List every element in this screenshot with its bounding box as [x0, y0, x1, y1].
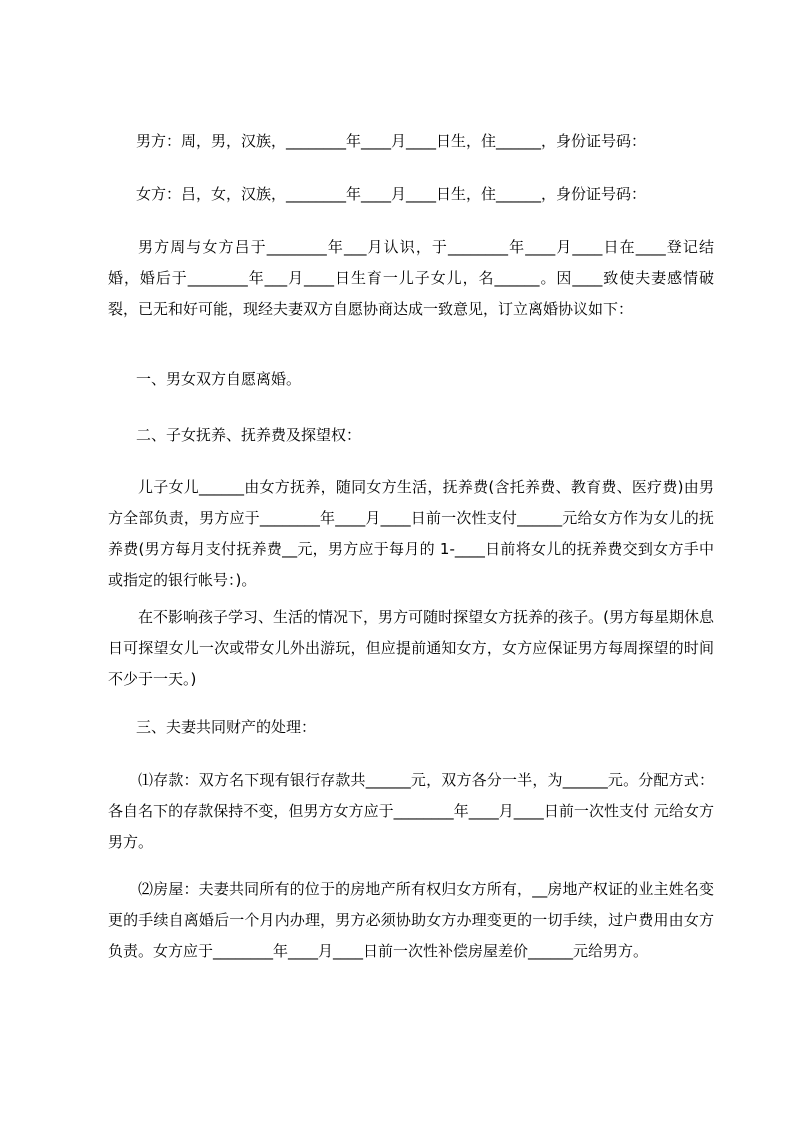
marriage-intro-paragraph: 男方周与女方吕于________年___月认识，于________年____月____日在____登记结婚，婚后于________年___月____日生育一儿子女儿，名______。因____致使夫妻感情破裂，已无和好可能，现经夫妻双方自愿协商达成一致意见，订立离婚协议如下： [108, 238, 714, 318]
deposits-paragraph: ⑴存款：双方名下现有银行存款共______元，双方各分一半，为______元。分配方式：各自名下的存款保持不变，但男方女方应于________年____月____日前一次性支付 元给女方男方。 [108, 771, 714, 851]
clause-3-heading: 三、夫妻共同财产的处理： [136, 718, 317, 736]
house-paragraph: ⑵房屋：夫妻共同所有的位于的房地产所有权归女方所有，__房地产权证的业主姓名变更的手续自离婚后一个月内办理，男方必须协助女方办理变更的一切手续，过户费用由女方负责。女方应于________年____月____日前一次性补偿房屋差价______元给男方。 [108, 880, 714, 960]
clause-1-heading: 一、男女双方自愿离婚。 [136, 370, 302, 388]
visitation-paragraph: 在不影响孩子学习、生活的情况下，男方可随时探望女方抚养的孩子。(男方每星期休息日可探望女儿一次或带女儿外出游玩，但应提前通知女方，女方应保证男方每周探望的时间不少于一天。) [108, 608, 714, 688]
clause-2-heading: 二、子女抚养、抚养费及探望权： [136, 426, 362, 444]
male-party-info: 男方：周，男，汉族，________年____月____日生，住______，身份证号码： [136, 132, 647, 150]
child-support-paragraph: 儿子女儿______由女方抚养，随同女方生活，抚养费(含托养费、教育费、医疗费)由男方全部负责，男方应于________年____月____日前一次性支付______元给女方作为女儿的抚养费(男方每月支付抚养费__元，男方应于每月的 1-____日前将女儿的抚养费交到女方手中或指定的银行帐号：)。 [108, 478, 714, 589]
female-party-info: 女方：吕，女，汉族，________年____月____日生，住______，身份证号码： [136, 185, 647, 203]
